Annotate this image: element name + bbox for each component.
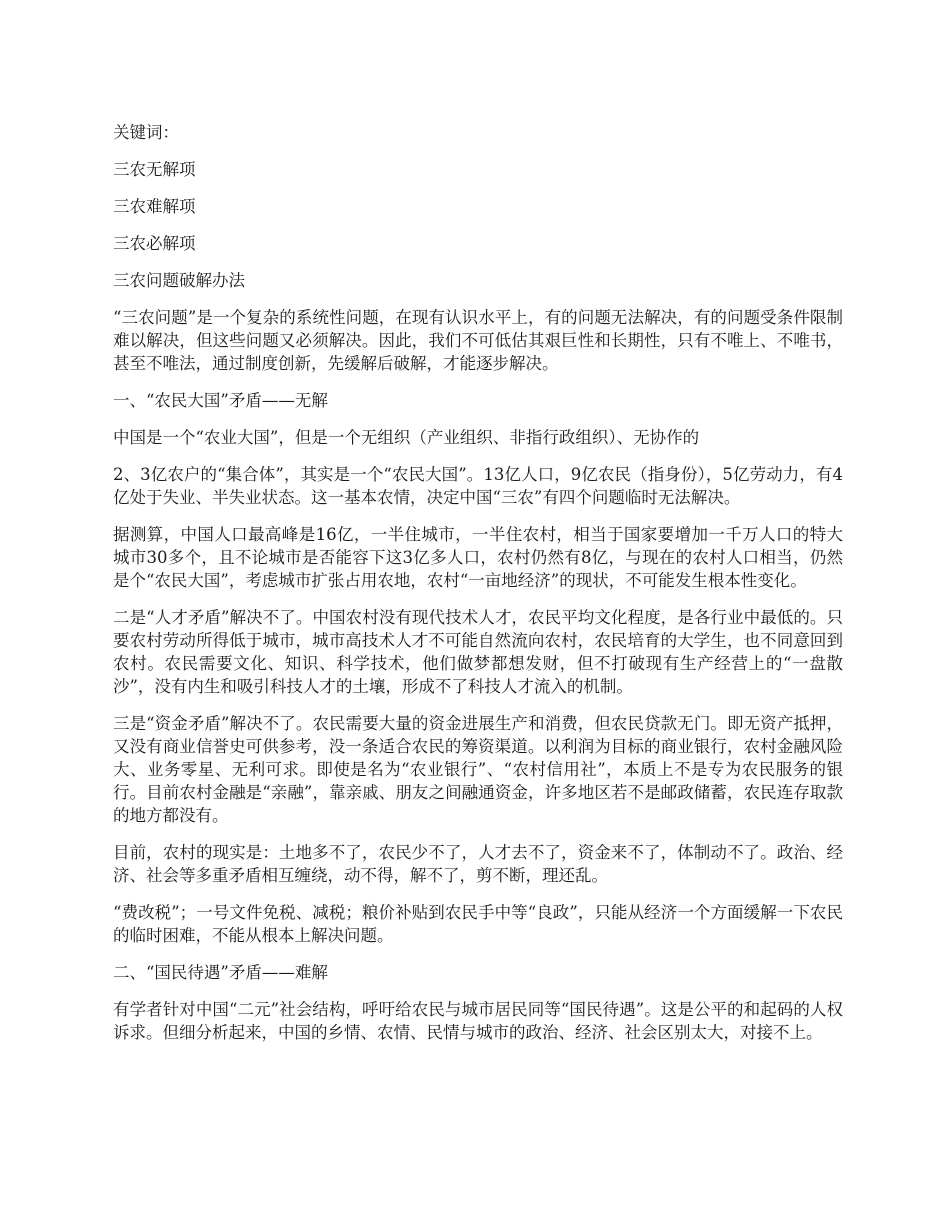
keyword-item: 三农问题破解办法 <box>113 271 245 290</box>
keyword-item: 三农无解项 <box>113 160 196 179</box>
keywords-label: 关键词： <box>113 123 179 142</box>
body-paragraph: 中国是一个“农业大国”，但是一个无组织（产业组织、非指行政组织）、无协作的 <box>113 428 700 447</box>
document-page <box>113 121 843 1058</box>
keyword-item: 三农难解项 <box>113 197 196 216</box>
body-paragraph: 2、3亿农户的“集合体”，其实是一个“农民大国”。13亿人口，9亿农民（指身份），5亿劳动力，有4亿处于失业、半失业状态。这一基本农情，决定中国“三农”有四个问题临时无法解决。 <box>113 465 843 507</box>
body-paragraph: 有学者针对中国“二元”社会结构，呼吁给农民与城市居民同等“国民待遇”。这是公平的和起码的人权诉求。但细分析起来，中国的乡情、农情、民情与城市的政治、经济、社会区别太大，对接不上。 <box>113 1000 843 1042</box>
body-paragraph: “费改税”；一号文件免税、减税；粮价补贴到农民手中等“良政”，只能从经济一个方面缓解一下农民的临时困难，不能从根本上解决问题。 <box>113 903 843 945</box>
keyword-item: 三农必解项 <box>113 234 196 253</box>
body-paragraph: 三是“资金矛盾”解决不了。农民需要大量的资金进展生产和消费，但农民贷款无门。即无资产抵押，又没有商业信誉史可供参考，没一条适合农民的筹资渠道。以利润为目标的商业银行，农村金融风险大、业务零星、无利可求。即使是名为“农业银行”、“农村信用社”，本质上不是专为农民服务的银行。目前农村金融是“亲融”，靠亲戚、朋友之间融通资金，许多地区若不是邮政储蓄，农民连存取款的地方都没有。 <box>113 714 843 825</box>
body-paragraph: 目前，农村的现实是：土地多不了，农民少不了，人才去不了，资金来不了，体制动不了。政治、经济、社会等多重矛盾相互缠绕，动不得，解不了，剪不断，理还乱。 <box>113 843 843 885</box>
section-heading: 一、“农民大国”矛盾——无解 <box>113 391 328 410</box>
body-paragraph: 据测算，中国人口最高峰是16亿，一半住城市，一半住农村，相当于国家要增加一千万人口的特大城市30多个，且不论城市是否能容下这3亿多人口，农村仍然有8亿，与现在的农村人口相当，仍然是个“农民大国”，考虑城市扩张占用农地，农村“一亩地经济”的现状，不可能发生根本性变化。 <box>113 525 843 590</box>
section-heading: 二、“国民待遇”矛盾——难解 <box>113 963 328 982</box>
body-paragraph: 二是“人才矛盾”解决不了。中国农村没有现代技术人才，农民平均文化程度，是各行业中最低的。只要农村劳动所得低于城市，城市高技术人才不可能自然流向农村，农民培育的大学生，也不同意回到农村。农民需要文化、知识、科学技术，他们做梦都想发财，但不打破现有生产经营上的“一盘散沙”，没有内生和吸引科技人才的土壤，形成不了科技人才流入的机制。 <box>113 608 843 696</box>
intro-paragraph: “三农问题”是一个复杂的系统性问题，在现有认识水平上，有的问题无法解决，有的问题受条件限制难以解决，但这些问题又必须解决。因此，我们不可低估其艰巨性和长期性，只有不唯上、不唯书，甚至不唯法，通过制度创新，先缓解后破解，才能逐步解决。 <box>113 308 843 373</box>
